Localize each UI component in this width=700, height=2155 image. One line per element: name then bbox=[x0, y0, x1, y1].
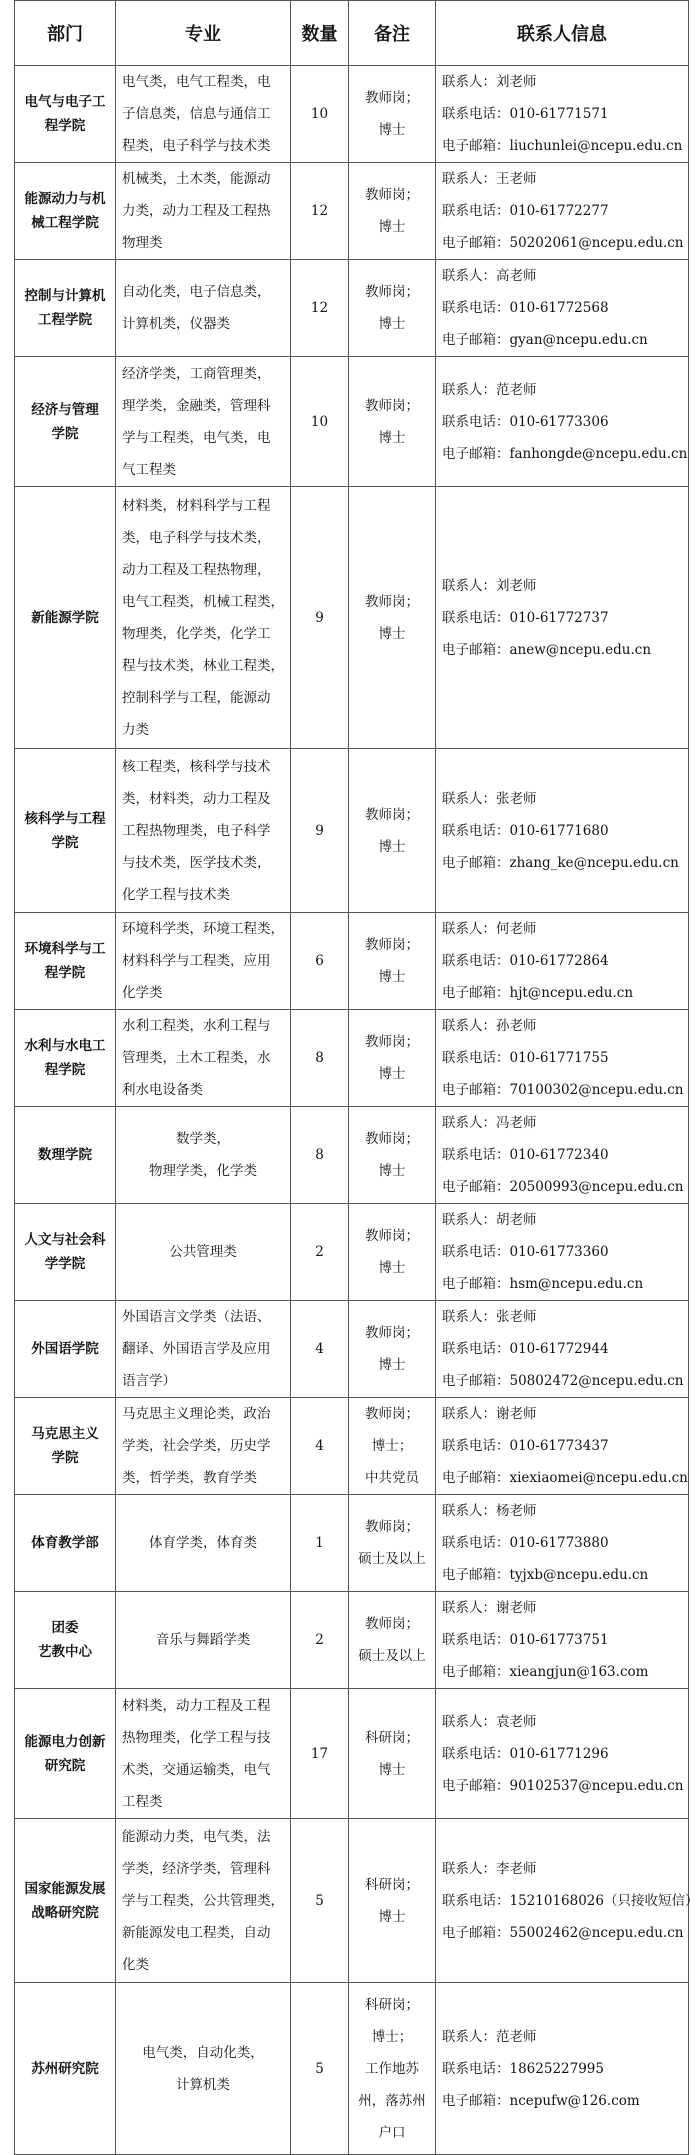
note-cell-line: 州，落苏州 bbox=[358, 2092, 426, 2109]
table-row bbox=[15, 1819, 689, 1983]
major-cell-line: 理学类，金融类，管理科 bbox=[122, 397, 271, 414]
contact-cell-line: 联系电话：18625227995 bbox=[442, 2060, 604, 2077]
count-cell: 2 bbox=[291, 1592, 349, 1689]
dept-cell bbox=[15, 1398, 116, 1495]
dept-cell-line: 研究院 bbox=[44, 1757, 86, 1774]
dept-cell bbox=[15, 1301, 116, 1398]
table-row bbox=[15, 1495, 689, 1592]
contact-cell bbox=[436, 1689, 689, 1819]
major-cell-line: 程类，电子科学与技术类 bbox=[122, 138, 271, 154]
count-cell: 1 bbox=[291, 1495, 349, 1592]
contact-cell-line: 联系人：袁老师 bbox=[442, 1713, 537, 1730]
dept-cell bbox=[15, 1204, 116, 1301]
dept-cell-line: 学院 bbox=[51, 834, 79, 851]
dept-cell-line: 程学院 bbox=[44, 1062, 86, 1078]
major-cell-line: 化类 bbox=[122, 1956, 149, 1973]
dept-cell-line: 团委 bbox=[51, 1620, 79, 1636]
major-cell bbox=[116, 1204, 291, 1301]
count-cell: 4 bbox=[291, 1301, 349, 1398]
count-cell: 6 bbox=[291, 913, 349, 1010]
table-row bbox=[15, 1592, 689, 1689]
note-cell-line: 中共党员 bbox=[365, 1470, 419, 1486]
major-cell bbox=[116, 357, 291, 487]
note-cell-line: 博士 bbox=[378, 838, 406, 855]
note-cell bbox=[349, 66, 436, 163]
contact-cell bbox=[436, 260, 689, 357]
contact-cell bbox=[436, 487, 689, 749]
note-cell-line: 博士 bbox=[378, 1163, 406, 1179]
note-cell bbox=[349, 260, 436, 357]
major-cell-line: 学与工程类，公共管理类， bbox=[122, 1892, 284, 1909]
contact-cell-line: 联系电话：010-61772568 bbox=[442, 300, 609, 316]
major-cell-line: 能源动力类，电气类，法 bbox=[122, 1828, 271, 1845]
note-cell-line: 教师岗； bbox=[365, 90, 419, 106]
note-cell-line: 教师岗； bbox=[365, 1034, 419, 1050]
major-cell-line: 数学类， bbox=[176, 1131, 230, 1147]
contact-cell-line: 电子邮箱：90102537@ncepu.edu.cn bbox=[442, 1777, 684, 1794]
contact-cell-line: 联系人：胡老师 bbox=[442, 1212, 537, 1228]
contact-cell-line: 电子邮箱：ncepufw@126.com bbox=[442, 2092, 640, 2109]
table-row bbox=[15, 749, 689, 913]
table-row bbox=[15, 1204, 689, 1301]
major-cell bbox=[116, 1819, 291, 1983]
note-cell-line: 硕士及以上 bbox=[358, 1648, 426, 1664]
contact-cell-line: 联系电话：010-61771296 bbox=[442, 1745, 609, 1762]
contact-cell-line: 电子邮箱：liuchunlei@ncepu.edu.cn bbox=[442, 138, 683, 154]
note-cell bbox=[349, 913, 436, 1010]
contact-cell-line: 电子邮箱：gyan@ncepu.edu.cn bbox=[442, 332, 648, 348]
recruitment-table bbox=[14, 0, 699, 2155]
major-cell-line: 物理学类，化学类 bbox=[149, 1163, 257, 1179]
note-cell bbox=[349, 1107, 436, 1204]
dept-cell-line: 程学院 bbox=[44, 965, 86, 981]
contact-cell bbox=[436, 1107, 689, 1204]
contact-cell-line: 联系人：张老师 bbox=[442, 1309, 537, 1325]
dept-cell-line: 学院 bbox=[51, 425, 79, 442]
dept-cell-line: 战略研究院 bbox=[31, 1904, 99, 1921]
contact-cell bbox=[436, 1819, 699, 1983]
major-cell-line: 化学类 bbox=[122, 985, 163, 1001]
contact-cell-line: 联系电话：010-61772737 bbox=[442, 609, 609, 626]
major-cell-line: 材料科学与工程类，应用 bbox=[122, 953, 271, 969]
major-cell-line: 物理类 bbox=[122, 235, 163, 251]
note-cell-line: 教师岗； bbox=[365, 397, 419, 414]
major-cell-line: 自动化类，电子信息类， bbox=[122, 284, 271, 300]
major-cell-line: 公共管理类 bbox=[169, 1244, 237, 1260]
dept-cell bbox=[15, 357, 116, 487]
note-cell-line: 博士 bbox=[378, 1908, 406, 1925]
count-cell: 12 bbox=[291, 163, 349, 260]
note-cell-line: 科研岗； bbox=[365, 1729, 419, 1746]
contact-cell bbox=[436, 1010, 689, 1107]
header-note: 备注 bbox=[349, 1, 436, 66]
contact-cell-line: 电子邮箱：xieangjun@163.com bbox=[442, 1664, 649, 1680]
note-cell-line: 教师岗； bbox=[365, 593, 419, 610]
table-row bbox=[15, 1107, 689, 1204]
dept-cell bbox=[15, 66, 116, 163]
contact-cell bbox=[436, 1495, 689, 1592]
count-cell: 8 bbox=[291, 1107, 349, 1204]
note-cell-line: 博士 bbox=[378, 1260, 406, 1276]
major-cell-line: 经济学类，工商管理类， bbox=[122, 365, 271, 382]
major-cell-line: 术类，交通运输类，电气 bbox=[122, 1761, 271, 1778]
major-cell-line: 电气类，自动化类， bbox=[142, 2044, 264, 2061]
contact-cell-line: 联系人：谢老师 bbox=[442, 1600, 537, 1616]
contact-cell-line: 联系人：刘老师 bbox=[442, 577, 537, 594]
contact-cell-line: 电子邮箱：hjt@ncepu.edu.cn bbox=[442, 985, 634, 1001]
major-cell-line: 机械类，土木类，能源动 bbox=[122, 171, 271, 187]
count-cell: 10 bbox=[291, 66, 349, 163]
note-cell bbox=[349, 1204, 436, 1301]
contact-cell-line: 联系电话：010-61772864 bbox=[442, 953, 609, 969]
contact-cell-line: 联系人：何老师 bbox=[442, 921, 537, 937]
header-row bbox=[15, 1, 689, 66]
dept-cell bbox=[15, 163, 116, 260]
dept-cell-line: 械工程学院 bbox=[31, 215, 99, 231]
major-cell-line: 水利工程类，水利工程与 bbox=[122, 1018, 271, 1034]
table-row bbox=[15, 913, 689, 1010]
major-cell-line: 热物理类，化学工程与技 bbox=[122, 1729, 271, 1746]
dept-cell-line: 学学院 bbox=[44, 1256, 86, 1272]
dept-cell bbox=[15, 1495, 116, 1592]
note-cell bbox=[349, 1592, 436, 1689]
note-cell-line: 博士； bbox=[371, 2028, 413, 2045]
major-cell-line: 工程类 bbox=[122, 1793, 163, 1810]
major-cell-line: 核工程类，核科学与技术 bbox=[122, 758, 271, 775]
major-cell-line: 材料类，材料科学与工程 bbox=[122, 497, 271, 514]
note-cell-line: 教师岗； bbox=[365, 187, 419, 203]
dept-cell-line: 程学院 bbox=[44, 118, 86, 134]
table-row bbox=[15, 1010, 689, 1107]
contact-cell-line: 联系人：刘老师 bbox=[442, 74, 537, 90]
dept-cell bbox=[15, 260, 116, 357]
dept-cell-line: 人文与社会科 bbox=[24, 1232, 106, 1248]
note-cell bbox=[349, 749, 436, 913]
major-cell bbox=[116, 260, 291, 357]
note-cell-line: 教师岗； bbox=[365, 284, 419, 300]
note-cell-line: 博士 bbox=[378, 969, 406, 985]
header-major: 专业 bbox=[116, 1, 291, 66]
major-cell-line: 类，哲学类，教育学类 bbox=[122, 1470, 257, 1486]
contact-cell-line: 联系人：范老师 bbox=[442, 381, 537, 398]
contact-cell-line: 联系人：张老师 bbox=[442, 790, 537, 807]
contact-cell-line: 联系电话：010-61773360 bbox=[442, 1244, 609, 1260]
contact-cell bbox=[436, 913, 689, 1010]
note-cell bbox=[349, 163, 436, 260]
contact-cell-line: 电子邮箱：50202061@ncepu.edu.cn bbox=[442, 235, 684, 251]
dept-cell-line: 经济与管理 bbox=[31, 401, 99, 418]
major-cell-line: 化学工程与技术类 bbox=[122, 886, 230, 903]
table-row bbox=[15, 1301, 689, 1398]
dept-cell-line: 控制与计算机 bbox=[24, 288, 106, 304]
note-cell-line: 硕士及以上 bbox=[358, 1551, 426, 1567]
count-cell: 8 bbox=[291, 1010, 349, 1107]
contact-cell bbox=[436, 357, 689, 487]
major-cell-line: 类，电子科学与技术类， bbox=[122, 529, 271, 546]
note-cell bbox=[349, 1010, 436, 1107]
dept-cell-line: 艺教中心 bbox=[38, 1644, 92, 1660]
major-cell-line: 力类 bbox=[122, 721, 149, 738]
note-cell bbox=[349, 487, 436, 749]
dept-cell bbox=[15, 487, 116, 749]
header-count: 数量 bbox=[291, 1, 349, 66]
major-cell bbox=[116, 1592, 291, 1689]
table-row bbox=[15, 487, 689, 749]
note-cell-line: 博士 bbox=[378, 122, 406, 138]
major-cell-line: 语言学） bbox=[122, 1373, 176, 1389]
major-cell-line: 翻译、外国语言学及应用 bbox=[122, 1341, 271, 1357]
count-cell: 9 bbox=[291, 487, 349, 749]
note-cell-line: 教师岗； bbox=[365, 1406, 419, 1422]
contact-cell bbox=[436, 66, 689, 163]
dept-cell bbox=[15, 1010, 116, 1107]
contact-cell-line: 电子邮箱：zhang_ke@ncepu.edu.cn bbox=[442, 854, 679, 871]
major-cell-line: 物理类，化学类，化学工 bbox=[122, 625, 271, 642]
count-cell: 12 bbox=[291, 260, 349, 357]
major-cell-line: 材料类，动力工程及工程 bbox=[122, 1697, 271, 1714]
dept-cell-line: 能源电力创新 bbox=[24, 1733, 106, 1750]
note-cell-line: 教师岗； bbox=[365, 806, 419, 823]
contact-cell-line: 电子邮箱：50802472@ncepu.edu.cn bbox=[442, 1373, 684, 1389]
major-cell-line: 力类，动力工程及工程热 bbox=[122, 203, 271, 219]
dept-cell-line: 外国语学院 bbox=[31, 1341, 99, 1357]
major-cell-line: 学类，经济学类，管理科 bbox=[122, 1860, 271, 1877]
dept-cell-line: 电气与电子工 bbox=[24, 94, 106, 110]
note-cell bbox=[349, 1495, 436, 1592]
major-cell-line: 气工程类 bbox=[122, 461, 176, 478]
contact-cell-line: 联系人：范老师 bbox=[442, 2028, 537, 2045]
dept-cell bbox=[15, 1983, 116, 2155]
major-cell-line: 类，材料类，动力工程及 bbox=[122, 790, 271, 807]
contact-cell bbox=[436, 1204, 689, 1301]
note-cell bbox=[349, 1983, 436, 2155]
contact-cell bbox=[436, 1398, 689, 1495]
major-cell-line: 环境科学类，环境工程类， bbox=[122, 921, 284, 937]
contact-cell bbox=[436, 1983, 689, 2155]
count-cell: 4 bbox=[291, 1398, 349, 1495]
note-cell-line: 工作地苏 bbox=[365, 2060, 419, 2077]
count-cell: 10 bbox=[291, 357, 349, 487]
major-cell bbox=[116, 66, 291, 163]
note-cell-line: 博士 bbox=[378, 219, 406, 235]
dept-cell bbox=[15, 1689, 116, 1819]
count-cell: 17 bbox=[291, 1689, 349, 1819]
count-cell: 9 bbox=[291, 749, 349, 913]
major-cell-line: 马克思主义理论类，政治 bbox=[122, 1406, 271, 1422]
major-cell-line: 学类，社会学类，历史学 bbox=[122, 1438, 271, 1454]
count-cell: 5 bbox=[291, 1819, 349, 1983]
major-cell-line: 计算机类 bbox=[176, 2076, 230, 2093]
contact-cell-line: 联系人：杨老师 bbox=[442, 1503, 537, 1519]
contact-cell-line: 电子邮箱：tyjxb@ncepu.edu.cn bbox=[442, 1567, 649, 1583]
dept-cell-line: 数理学院 bbox=[38, 1147, 92, 1163]
major-cell-line: 程与技术类，林业工程类， bbox=[122, 657, 284, 674]
note-cell-line: 教师岗； bbox=[365, 1616, 419, 1632]
note-cell-line: 教师岗； bbox=[365, 1519, 419, 1535]
contact-cell-line: 联系电话：010-61773306 bbox=[442, 413, 609, 430]
major-cell bbox=[116, 163, 291, 260]
header-contact: 联系人信息 bbox=[436, 1, 689, 66]
count-cell: 5 bbox=[291, 1983, 349, 2155]
contact-cell-line: 电子邮箱：xiexiaomei@ncepu.edu.cn bbox=[442, 1470, 688, 1486]
major-cell-line: 体育学类，体育类 bbox=[149, 1535, 257, 1551]
dept-cell bbox=[15, 1592, 116, 1689]
contact-cell-line: 联系电话：010-61771571 bbox=[442, 106, 609, 122]
note-cell-line: 教师岗； bbox=[365, 937, 419, 953]
major-cell-line: 计算机类，仪器类 bbox=[122, 316, 230, 332]
contact-cell-line: 联系人：李老师 bbox=[442, 1860, 537, 1877]
note-cell bbox=[349, 1398, 436, 1495]
dept-cell-line: 苏州研究院 bbox=[31, 2060, 99, 2077]
note-cell-line: 博士 bbox=[378, 429, 406, 446]
note-cell-line: 户口 bbox=[378, 2124, 406, 2141]
major-cell-line: 工程热物理类，电子科学 bbox=[122, 822, 271, 839]
major-cell bbox=[116, 1398, 291, 1495]
major-cell-line: 与技术类，医学技术类， bbox=[122, 854, 271, 871]
contact-cell-line: 联系电话：010-61771680 bbox=[442, 822, 609, 839]
dept-cell-line: 学院 bbox=[51, 1450, 79, 1466]
major-cell-line: 音乐与舞蹈学类 bbox=[155, 1632, 251, 1648]
note-cell-line: 博士 bbox=[378, 1066, 406, 1082]
contact-cell bbox=[436, 749, 689, 913]
major-cell-line: 控制科学与工程，能源动 bbox=[122, 689, 271, 706]
contact-cell-line: 联系电话：010-61773880 bbox=[442, 1535, 609, 1551]
note-cell-line: 博士 bbox=[378, 1357, 406, 1373]
contact-cell-line: 联系电话：010-61772340 bbox=[442, 1147, 609, 1163]
major-cell-line: 学与工程类，电气类，电 bbox=[122, 429, 271, 446]
note-cell bbox=[349, 357, 436, 487]
dept-cell-line: 新能源学院 bbox=[31, 609, 99, 626]
contact-cell-line: 联系人：冯老师 bbox=[442, 1115, 537, 1131]
note-cell bbox=[349, 1301, 436, 1398]
note-cell-line: 博士 bbox=[378, 625, 406, 642]
major-cell bbox=[116, 1107, 291, 1204]
contact-cell-line: 联系电话：010-61773751 bbox=[442, 1632, 609, 1648]
note-cell-line: 博士 bbox=[378, 1761, 406, 1778]
header-dept: 部门 bbox=[15, 1, 116, 66]
major-cell bbox=[116, 1983, 291, 2155]
major-cell-line: 电气类，电气工程类，电 bbox=[122, 74, 271, 90]
major-cell bbox=[116, 1689, 291, 1819]
table-row bbox=[15, 163, 689, 260]
major-cell-line: 新能源发电工程类，自动 bbox=[122, 1924, 271, 1941]
major-cell-line: 电气工程类，机械工程类， bbox=[122, 593, 284, 610]
contact-cell-line: 联系人：谢老师 bbox=[442, 1406, 537, 1422]
note-cell bbox=[349, 1819, 436, 1983]
table-row bbox=[15, 260, 689, 357]
dept-cell-line: 核科学与工程 bbox=[24, 810, 106, 827]
note-cell-line: 教师岗； bbox=[365, 1325, 419, 1341]
dept-cell-line: 马克思主义 bbox=[31, 1426, 99, 1442]
contact-cell-line: 电子邮箱：hsm@ncepu.edu.cn bbox=[442, 1276, 644, 1292]
major-cell bbox=[116, 1301, 291, 1398]
contact-cell-line: 电子邮箱：anew@ncepu.edu.cn bbox=[442, 641, 652, 658]
contact-cell-line: 电子邮箱：55002462@ncepu.edu.cn bbox=[442, 1924, 684, 1941]
major-cell-line: 外国语言文学类（法语、 bbox=[122, 1309, 271, 1325]
dept-cell bbox=[15, 1819, 116, 1983]
contact-cell-line: 联系电话：15210168026（只接收短信） bbox=[442, 1892, 699, 1909]
contact-cell-line: 联系人：王老师 bbox=[442, 171, 537, 187]
major-cell-line: 利水电设备类 bbox=[122, 1082, 203, 1098]
note-cell-line: 博士 bbox=[378, 316, 406, 332]
dept-cell-line: 水利与水电工 bbox=[24, 1038, 106, 1054]
dept-cell-line: 体育教学部 bbox=[31, 1535, 99, 1551]
dept-cell-line: 能源动力与机 bbox=[24, 191, 106, 207]
major-cell bbox=[116, 1495, 291, 1592]
note-cell-line: 教师岗； bbox=[365, 1131, 419, 1147]
contact-cell-line: 联系电话：010-61772944 bbox=[442, 1341, 609, 1357]
contact-cell bbox=[436, 1301, 689, 1398]
major-cell-line: 管理类，土木工程类，水 bbox=[122, 1050, 271, 1066]
contact-cell-line: 电子邮箱：fanhongde@ncepu.edu.cn bbox=[442, 445, 688, 462]
note-cell-line: 教师岗； bbox=[365, 1228, 419, 1244]
note-cell-line: 科研岗； bbox=[365, 1876, 419, 1893]
note-cell-line: 博士； bbox=[371, 1438, 413, 1454]
contact-cell bbox=[436, 1592, 689, 1689]
contact-cell-line: 联系人：孙老师 bbox=[442, 1018, 537, 1034]
note-cell bbox=[349, 1689, 436, 1819]
contact-cell-line: 联系电话：010-61772277 bbox=[442, 203, 609, 219]
table-row bbox=[15, 1983, 689, 2155]
dept-cell-line: 国家能源发展 bbox=[24, 1880, 106, 1897]
major-cell bbox=[116, 913, 291, 1010]
contact-cell-line: 联系电话：010-61773437 bbox=[442, 1438, 609, 1454]
contact-cell bbox=[436, 163, 689, 260]
table-row bbox=[15, 1398, 689, 1495]
major-cell bbox=[116, 1010, 291, 1107]
contact-cell-line: 电子邮箱：70100302@ncepu.edu.cn bbox=[442, 1082, 684, 1098]
major-cell bbox=[116, 749, 291, 913]
major-cell bbox=[116, 487, 291, 749]
dept-cell-line: 环境科学与工 bbox=[24, 941, 106, 957]
major-cell-line: 动力工程及工程热物理， bbox=[122, 561, 271, 578]
note-cell-line: 科研岗； bbox=[365, 1996, 419, 2013]
contact-cell-line: 电子邮箱：20500993@ncepu.edu.cn bbox=[442, 1179, 684, 1195]
dept-cell bbox=[15, 913, 116, 1010]
dept-cell bbox=[15, 749, 116, 913]
dept-cell bbox=[15, 1107, 116, 1204]
major-cell-line: 子信息类，信息与通信工 bbox=[122, 106, 271, 122]
table-row bbox=[15, 66, 689, 163]
table-row bbox=[15, 357, 689, 487]
table-row bbox=[15, 1689, 689, 1819]
contact-cell-line: 联系人：高老师 bbox=[442, 268, 537, 284]
dept-cell-line: 工程学院 bbox=[38, 312, 92, 328]
contact-cell-line: 联系电话：010-61771755 bbox=[442, 1050, 609, 1066]
count-cell: 2 bbox=[291, 1204, 349, 1301]
